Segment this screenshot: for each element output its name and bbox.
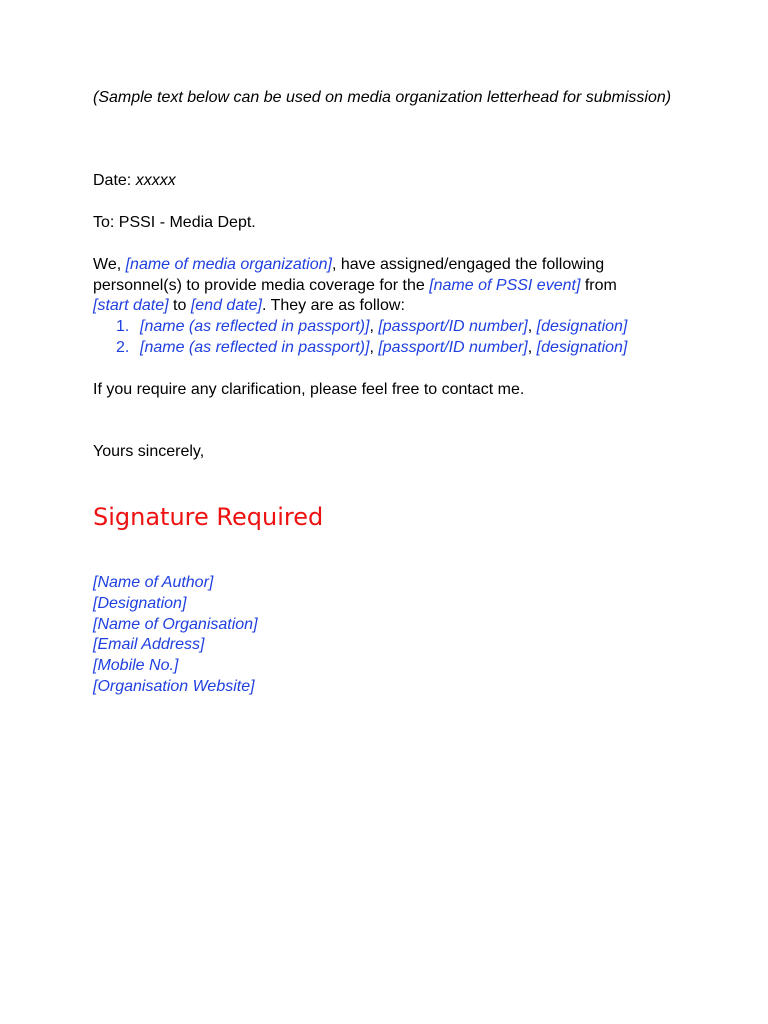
placeholder-organisation-name: [Name of Organisation] — [93, 615, 258, 633]
list-item — [93, 317, 713, 338]
placeholder-end-date: [end date] — [190, 297, 262, 314]
closing-text: Yours sincerely, — [93, 443, 205, 460]
date-value: xxxxx — [135, 172, 176, 189]
closing-line — [93, 442, 693, 463]
body-text-4: to — [168, 297, 191, 314]
intro-note — [93, 88, 693, 109]
placeholder-pssi-event: [name of PSSI event] — [429, 276, 581, 294]
list-separator: , — [369, 338, 379, 356]
placeholder-start-date: [start date] — [93, 297, 169, 314]
body-text-5: . They are as follow: — [262, 297, 405, 314]
date-line — [93, 171, 693, 192]
placeholder-media-organization: [name of media organization] — [125, 256, 332, 273]
body-paragraph — [93, 255, 653, 317]
body-text-2: , have assigned/engaged the following personnel(s) to provide media coverage for the — [93, 256, 605, 294]
body-text-1: We, — [93, 256, 126, 273]
list-item-number: 1. — [116, 318, 130, 335]
list-item-number: 2. — [116, 338, 130, 356]
placeholder-designation: [designation] — [536, 318, 628, 335]
placeholder-passport-id: [passport/ID number] — [378, 318, 528, 335]
clarification-text: If you require any clarification, please feel free to contact me. — [93, 381, 525, 398]
placeholder-designation: [designation] — [536, 338, 628, 356]
recipient-line — [93, 213, 693, 234]
list-separator: , — [527, 318, 537, 335]
placeholder-personnel-name: [name (as reflected in passport)] — [140, 338, 370, 356]
signature-required: Signature Required — [93, 503, 324, 531]
clarification-line — [93, 380, 693, 401]
personnel-list — [93, 317, 713, 358]
list-item — [93, 338, 713, 359]
date-label: Date: — [93, 172, 136, 189]
placeholder-author-name: [Name of Author] — [93, 574, 214, 591]
placeholder-mobile-number: [Mobile No.] — [93, 657, 179, 675]
placeholder-organisation-website: [Organisation Website] — [93, 677, 255, 695]
placeholder-author-designation: [Designation] — [93, 594, 187, 612]
placeholder-email-address: [Email Address] — [93, 636, 205, 654]
body-text-3: from — [580, 276, 617, 294]
placeholder-passport-id: [passport/ID number] — [378, 338, 528, 356]
list-separator: , — [369, 318, 379, 335]
recipient-text: To: PSSI - Media Dept. — [93, 214, 256, 231]
signatory-block — [93, 573, 258, 698]
list-separator: , — [527, 338, 537, 356]
intro-note-text: (Sample text below can be used on media organization letterhead for submission) — [93, 89, 672, 106]
placeholder-personnel-name: [name (as reflected in passport)] — [140, 318, 370, 335]
